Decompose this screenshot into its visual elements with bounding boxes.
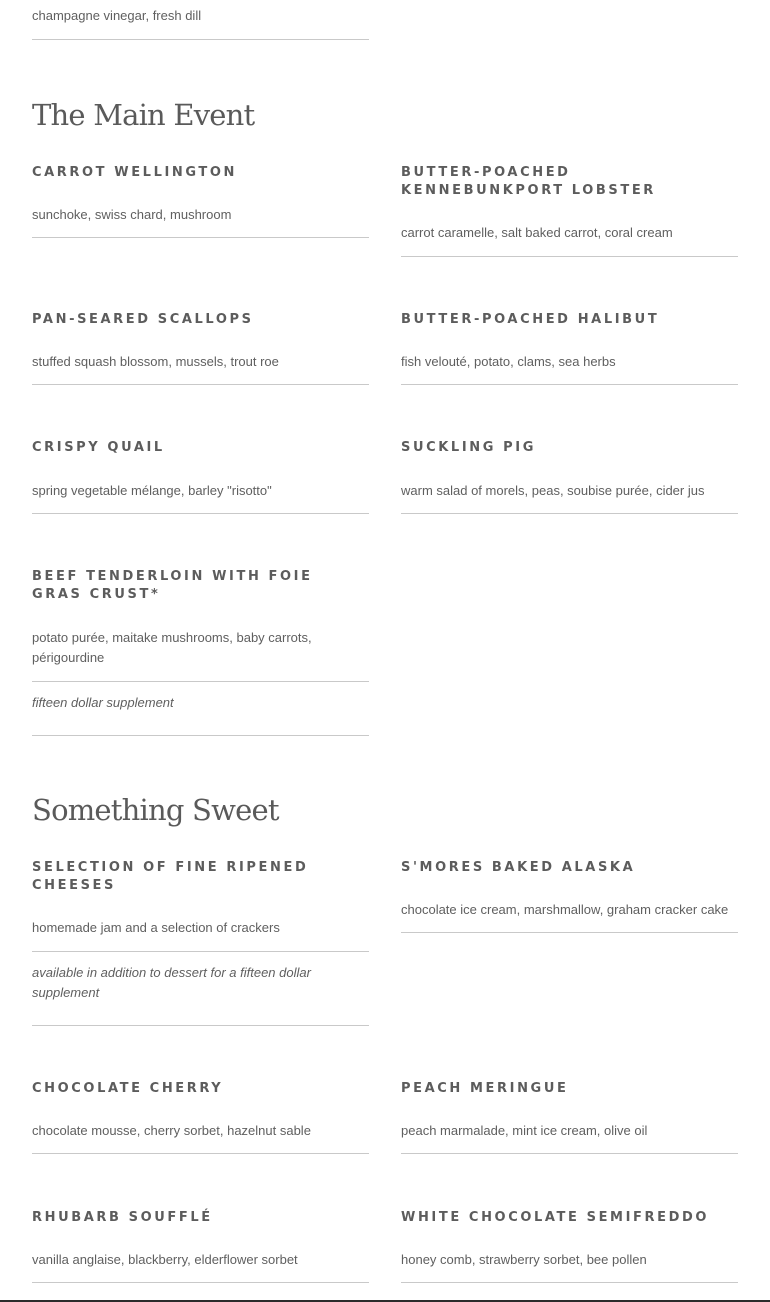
menu-item-description: honey comb, strawberry sorbet, bee pollen [401, 1252, 647, 1267]
menu-item-description: chocolate mousse, cherry sorbet, hazelnut sable [32, 1123, 311, 1138]
menu-item [401, 164, 738, 257]
menu-item-description: champagne vinegar, fresh dill [32, 8, 202, 23]
menu-item-name: BUTTER-POACHED HALIBUT [401, 312, 660, 327]
menu-item-description: carrot caramelle, salt baked carrot, coral cream [401, 225, 673, 240]
menu-item [401, 439, 738, 514]
menu-item-name: PAN-SEARED SCALLOPS [32, 312, 254, 327]
menu-item-name: BUTTER-POACHED KENNEBUNKPORT LOBSTER [401, 165, 656, 198]
section-title-main-event: The Main Event [32, 98, 255, 132]
menu-item-name: CHOCOLATE CHERRY [32, 1081, 224, 1096]
menu-item-name: PEACH MERINGUE [401, 1081, 569, 1096]
menu-item-supplement-note: fifteen dollar supplement [32, 681, 369, 735]
menu-item-name: RHUBARB SOUFFLÉ [32, 1210, 213, 1225]
menu-item [401, 1080, 738, 1154]
menu-item-description: warm salad of morels, peas, soubise purée, cider jus [401, 483, 705, 498]
menu-item [32, 1209, 369, 1283]
menu-item-name: SUCKLING PIG [401, 440, 536, 455]
menu-item-name: SELECTION OF FINE RIPENED CHEESES [32, 860, 309, 893]
menu-item-description: vanilla anglaise, blackberry, elderflower sorbet [32, 1252, 298, 1267]
menu-item-description: chocolate ice cream, marshmallow, graham cracker cake [401, 902, 729, 917]
menu-item [32, 311, 369, 385]
menu-item-description: potato purée, maitake mushrooms, baby carrots, périgourdine [32, 630, 312, 665]
menu-item [401, 859, 738, 933]
menu-item-description: spring vegetable mélange, barley "risotto" [32, 483, 272, 498]
menu-item [32, 439, 369, 514]
menu-item-description: fish velouté, potato, clams, sea herbs [401, 354, 616, 369]
menu-item [32, 164, 369, 238]
menu-item [32, 859, 369, 1026]
menu-item-name: CRISPY QUAIL [32, 440, 165, 455]
menu-item-supplement-note: available in addition to dessert for a fifteen dollar supplement [32, 951, 369, 1025]
menu-item-description: sunchoke, swiss chard, mushroom [32, 207, 232, 222]
menu-item [32, 1080, 369, 1154]
menu-item-description: homemade jam and a selection of crackers [32, 920, 280, 935]
menu-item-name: WHITE CHOCOLATE SEMIFREDDO [401, 1210, 710, 1225]
menu-item-description: stuffed squash blossom, mussels, trout roe [32, 354, 279, 369]
menu-item [32, 6, 369, 40]
menu-item-name: S'MORES BAKED ALASKA [401, 860, 636, 875]
menu-item-name: BEEF TENDERLOIN WITH FOIE GRAS CRUST* [32, 569, 313, 602]
menu-item-description: peach marmalade, mint ice cream, olive oil [401, 1123, 648, 1138]
menu-item [401, 1209, 738, 1283]
menu-item [401, 311, 738, 385]
section-title-something-sweet: Something Sweet [32, 793, 279, 827]
menu-item [32, 568, 369, 736]
menu-item-name: CARROT WELLINGTON [32, 165, 238, 180]
